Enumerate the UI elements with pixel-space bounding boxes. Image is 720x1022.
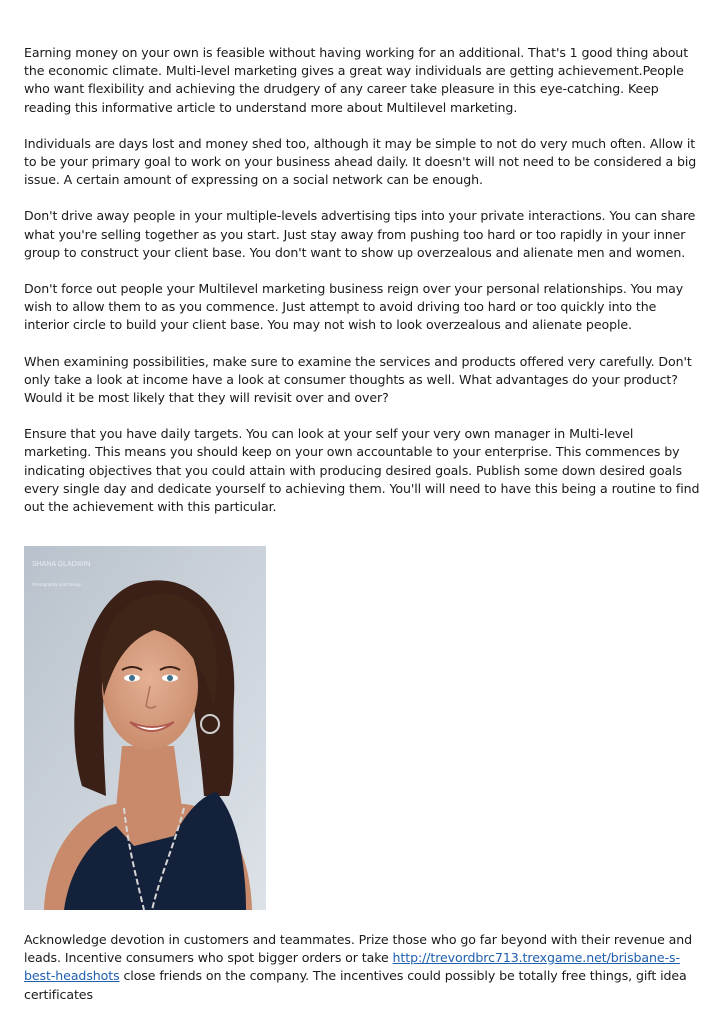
paragraph-7-text-end: close friends on the company. The incentives could possibly be totally free things, gift idea certificates: [24, 968, 687, 1002]
paragraph-5: When examining possibilities, make sure to examine the services and products offered very carefully. Don't only take a look at income have a look at consumer thoughts as well. What advantages do your product? Would it be most likely that they will revisit over and over?: [24, 353, 692, 406]
headshot-photo: [24, 546, 266, 910]
headshots-link[interactable]: http://trevordbrc713.trexgame.net/brisbane-s-best-headshots: [24, 950, 680, 984]
paragraph-1: Earning money on your own is feasible without having working for an additional. That's 1 good thing about the economic climate. Multi-level marketing gives a great way individuals are getting achievement.People who want flexibility and achieving the drudgery of any career take pleasure in this eye-catching. Keep reading this informative article to understand more about Multilevel marketing.: [24, 45, 689, 115]
paragraph-7-text-start: Acknowledge devotion in customers and teammates. Prize those who go far beyond with their revenue and leads. Incentive consumers who spot bigger orders or take: [24, 932, 693, 966]
final-paragraph-block: [24, 931, 700, 1022]
watermark-tagline: Photography and Design: [32, 582, 82, 587]
paragraph-2: Individuals are days lost and money shed too, although it may be simple to not do very much often. Allow it to be your primary goal to work on your business ahead daily. It doesn't will not need to be considered a big issue. A certain amount of expressing on a social network can be enough.: [24, 135, 697, 188]
paragraph-7: [24, 931, 700, 1004]
paragraph-6: Ensure that you have daily targets. You can look at your self your very own manager in Multi-level marketing. This means you should keep on your own accountable to your enterprise. This commences by indicating objectives that you could attain with producing desired goals. Publish some down desired goals every single day and dedicate yourself to achieving them. You'll will need to have this being a routine to find out the achievement with this particular.: [24, 426, 700, 515]
watermark-name: SHANA GLADWIN: [32, 561, 91, 568]
portrait-illustration: [24, 546, 266, 910]
paragraph-4: Don't force out people your Multilevel marketing business reign over your personal relationships. You may wish to allow them to as you commence. Just attempt to avoid driving too hard or too quickly into the interior circle to build your client base. You may not wish to look overzealous and alienate people.: [24, 281, 684, 333]
article-body: [24, 44, 700, 534]
paragraph-3: Don't drive away people in your multiple-levels advertising tips into your private interactions. You can share what you're selling together as you start. Just stay away from pushing too hard or too rapidly in your inner group to construct your client base. You don't want to show up overzealous and alienate men and women.: [24, 208, 696, 260]
